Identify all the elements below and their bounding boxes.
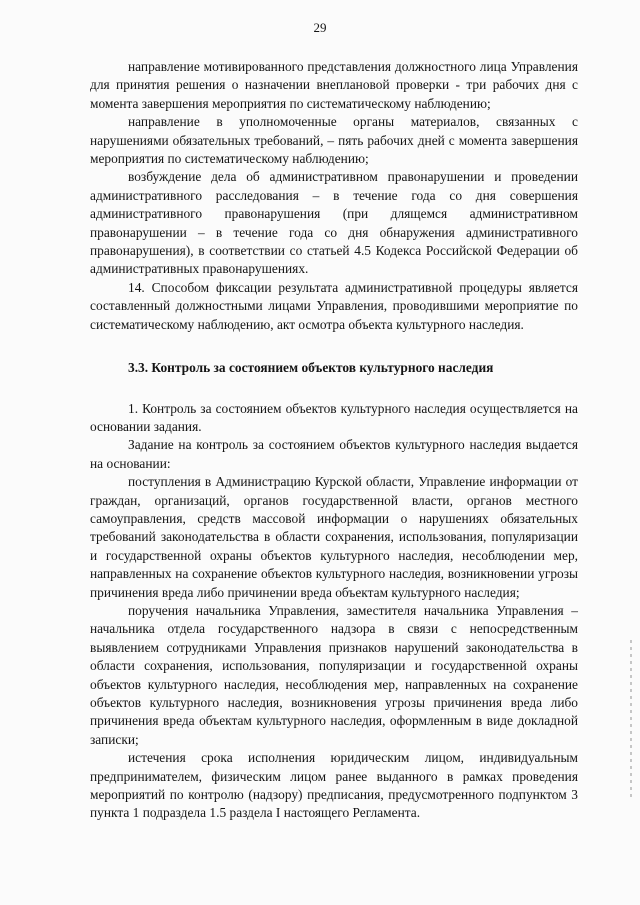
scan-edge-mark: [630, 640, 632, 800]
page-number: 29: [313, 20, 327, 35]
paragraph-ground-order-expiry: истечения срока исполнения юридическим лицом, индивидуальным предпринимателем, физическим лицом ранее выданного в рамках проведения мероприятий по контролю (надзору) предписания, предусмотренного подпунктом 3 пункта 1 подраздела 1.5 раздела I настоящего Регламента.: [90, 750, 578, 821]
paragraph-deadline-inspection-proposal: направление мотивированного представления должностного лица Управления для принятия решения о назначении внеплановой проверки - три рабочих дня с момента завершения мероприятия по систематическому наблюдению;: [90, 59, 578, 111]
paragraph-control-basis: 1. Контроль за состоянием объектов культурного наследия осуществляется на основании задания.: [90, 400, 578, 434]
paragraph-ground-instruction: поручения начальника Управления, заместителя начальника Управления – начальника отдела государственного надзора в связи с непосредственным выявлением сотрудниками Управления признаков нарушений законодательства в области сохранения, использования, популяризации и государственной охраны объектов культурного наследия, несоблюдения мер, направленных на сохранение объектов культурного наследия, возникновения угрозы причинения вреда либо причинения вреда объектам культурного наследия, оформленным в виде докладной записки;: [90, 602, 578, 747]
paragraph-ground-information: поступления в Администрацию Курской области, Управление информации от граждан, организаций, органов государственной власти, органов местного самоуправления, средств массовой информации о нарушениях обязательных требований законодательства в области сохранения, использования, популяризации и государственной охраны объектов культурного наследия, несоблюдении мер, направленных на сохранение объектов культурного наследия, возникновении угрозы причинения вреда либо причинении вреда объектам культурного наследия;: [90, 474, 578, 600]
page-content: [90, 58, 578, 823]
paragraph-task-issuance: Задание на контроль за состоянием объектов культурного наследия выдается на основании:: [90, 437, 578, 471]
paragraph-deadline-administrative-case: возбуждение дела об административном правонарушении и проведении административного расследования – в течение года со дня совершения административного правонарушения (при длящемся административном правонарушении – в течение года со дня обнаружения административного правонарушения), в соответствии со статьей 4.5 Кодекса Российской Федерации об административных правонарушениях.: [90, 169, 578, 277]
section-heading: 3.3. Контроль за состоянием объектов культурного наследия: [128, 360, 494, 376]
paragraph-deadline-materials-transfer: направление в уполномоченные органы материалов, связанных с нарушениями обязательных требований, – пять рабочих дней с момента завершения мероприятия по систематическому наблюдению;: [90, 114, 578, 167]
paragraph-result-fixation: 14. Способом фиксации результата административной процедуры является составленный должностными лицами Управления, проводившими мероприятие по систематическому наблюдению, акт осмотра объекта культурного наследия.: [90, 279, 578, 332]
